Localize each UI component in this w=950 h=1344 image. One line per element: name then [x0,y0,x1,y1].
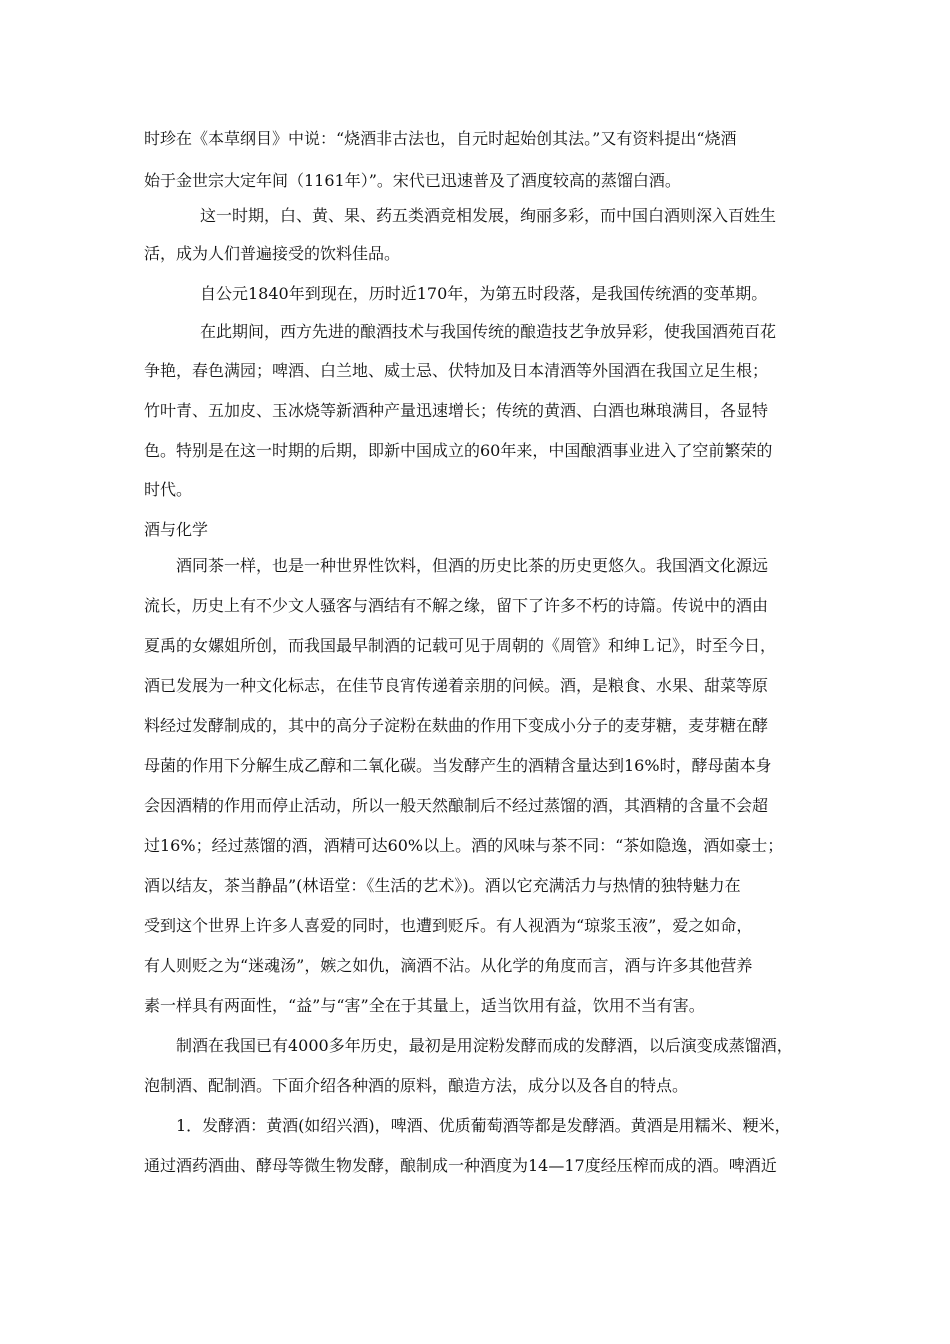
text-line: 始于金世宗大定年间（1161年）”。宋代已迅速普及了酒度较高的蒸馏白酒。 [144,171,681,190]
text-line: 自公元1840年到现在，历时近170年，为第五时段落，是我国传统酒的变革期。 [200,284,768,303]
text-line: 有人则贬之为“迷魂汤”，嫉之如仇，滴酒不沾。从化学的角度而言，酒与许多其他营养 [144,956,753,975]
section-heading: 酒与化学 [144,520,209,539]
text-line: 酒已发展为一种文化标志，在佳节良宵传递着亲朋的问候。酒，是粮食、水果、甜菜等原 [144,676,769,695]
text-line: 活，成为人们普遍接受的饮料佳品。 [144,244,401,263]
text-line: 这一时期，白、黄、果、药五类酒竞相发展，绚丽多彩，而中国白酒则深入百姓生 [200,206,777,225]
text-line: 争艳，春色满园；啤酒、白兰地、威士忌、伏特加及日本清酒等外国酒在我国立足生根； [144,361,769,380]
text-line: 母菌的作用下分解生成乙醇和二氧化碳。当发酵产生的酒精含量达到16%时，酵母菌本身 [144,756,772,775]
text-line: 受到这个世界上许多人喜爱的同时，也遭到贬斥。有人视酒为“琼浆玉液”，爱之如命， [144,916,753,935]
text-line: 时代。 [144,480,193,499]
text-line: 时珍在《本草纲目》中说：“烧酒非古法也，自元时起始创其法。”又有资料提出“烧酒 [144,129,737,148]
text-line: 在此期间，西方先进的酿酒技术与我国传统的酿造技艺争放异彩，使我国酒苑百花 [200,322,777,341]
text-line: 色。特别是在这一时期的后期，即新中国成立的60年来，中国酿酒事业进入了空前繁荣的 [144,441,773,460]
text-line: 泡制酒、配制酒。下面介绍各种酒的原料，酿造方法，成分以及各自的特点。 [144,1076,689,1095]
text-line: 素一样具有两面性，“益”与“害”全在于其量上，适当饮用有益，饮用不当有害。 [144,996,705,1015]
text-line: 会因酒精的作用而停止活动，所以一般天然酿制后不经过蒸馏的酒，其酒精的含量不会超 [144,796,769,815]
text-line: 1．发酵酒：黄酒(如绍兴酒)，啤酒、优质葡萄酒等都是发酵酒。黄酒是用糯米、粳米， [176,1116,791,1135]
text-line: 夏禹的女嫘姐所创，而我国最早制酒的记载可见于周朝的《周管》和绅Ｌ记》，时至今日， [144,636,777,655]
text-line: 通过酒药酒曲、酵母等微生物发酵，酿制成一种酒度为14—17度经压榨而成的酒。啤酒近 [144,1156,777,1175]
text-line: 料经过发酵制成的，其中的高分子淀粉在麸曲的作用下变成小分子的麦芽糖，麦芽糖在酵 [144,716,769,735]
text-line: 流长，历史上有不少文人骚客与酒结有不解之缘，留下了许多不朽的诗篇。传说中的酒由 [144,596,769,615]
text-line: 制酒在我国已有4000多年历史，最初是用淀粉发酵而成的发酵酒，以后演变成蒸馏酒， [176,1036,793,1055]
text-line: 竹叶青、五加皮、玉冰烧等新酒种产量迅速增长；传统的黄酒、白酒也琳琅满目，各显特 [144,401,769,420]
text-line: 酒同茶一样，也是一种世界性饮料，但酒的历史比茶的历史更悠久。我国酒文化源远 [176,556,769,575]
text-line: 过16%；经过蒸馏的酒，酒精可达60%以上。酒的风味与茶不同：“茶如隐逸，酒如豪士； [144,836,784,855]
text-line: 酒以结友，茶当静晶”(林语堂：《生活的艺术》)。酒以它充满活力与热情的独特魅力在 [144,876,741,895]
